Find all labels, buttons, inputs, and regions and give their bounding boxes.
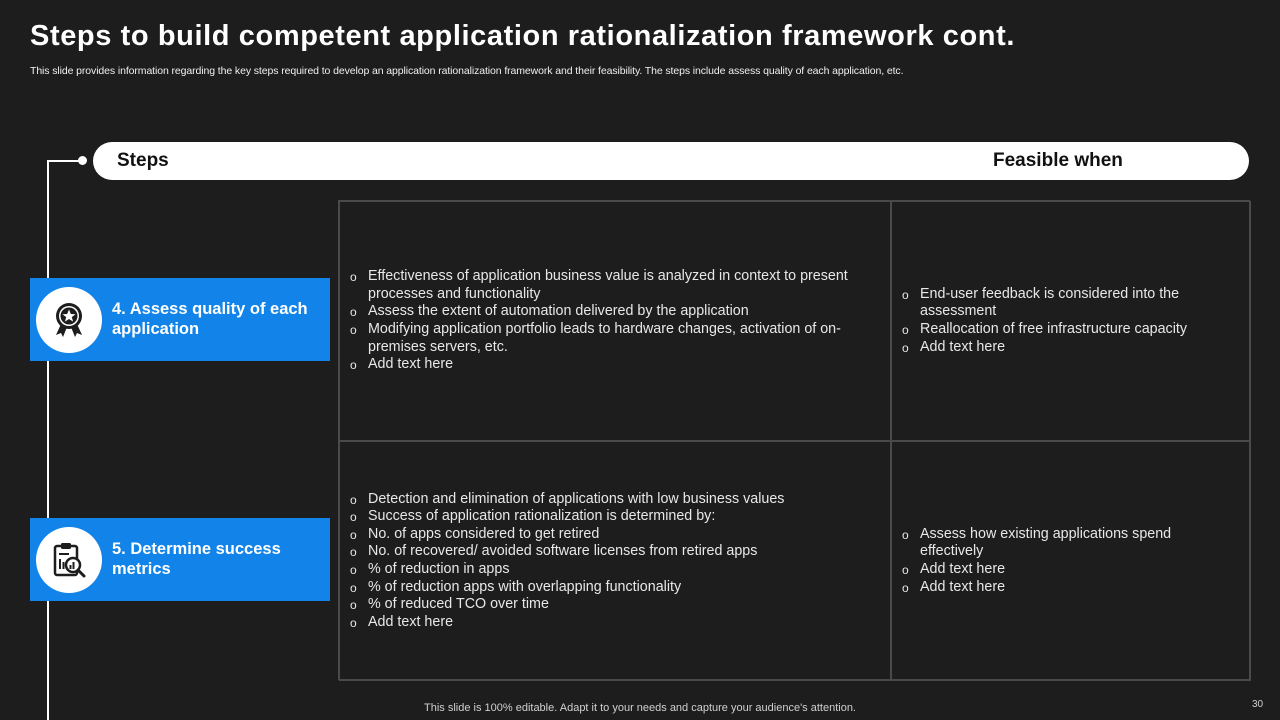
step-4-details-cell [339,201,891,441]
step-4-details-list [350,268,870,374]
step-4-feasible-list [902,286,1230,356]
steps-table [338,200,1250,680]
award-badge-icon [36,287,102,353]
list-item: o End-user feedback is considered into the assessment [902,285,1180,320]
list-item: o No. of apps considered to get retired [350,525,600,542]
list-item: o Effectiveness of application business value is analyzed in context to present processes and functionality [350,268,848,302]
list-item: o No. of recovered/ avoided software licenses from retired apps [350,543,758,560]
table-header-pill [93,142,1249,180]
list-item: o % of reduced TCO over time [350,596,549,613]
clipboard-chart-search-icon [36,527,102,593]
timeline-vertical-line [47,160,49,720]
slide-title: Steps to build competent application rationalization framework cont. [30,20,1016,52]
step-5-label: 5. Determine success metrics [112,540,281,578]
list-item: o Add text here [350,613,454,630]
step-5-feasible-cell [891,441,1251,681]
list-item: o Assess the extent of automation delivered by the application [350,303,749,320]
list-item: o Add text here [902,561,1006,577]
list-item: o % of reduction in apps [350,561,510,577]
list-item: o Success of application rationalization is determined by: [350,508,716,525]
step-5-details-cell [339,441,891,681]
step-4-label: 4. Assess quality of each application [112,300,308,338]
timeline-connector [47,160,81,162]
list-item: o Add text here [350,356,454,373]
list-item: o % of reduction apps with overlapping functionality [350,578,682,595]
slide-subtitle: This slide provides information regarding the key steps required to develop an application rationalization framework and their feasibility. The steps include assess quality of each application, etc. [30,65,904,77]
step-5-details-list [350,491,784,632]
step-4-feasible-cell [891,201,1251,441]
header-steps-label: Steps [117,150,169,171]
list-item: o Add text here [902,578,1006,595]
slide-footer: This slide is 100% editable. Adapt it to your needs and capture your audience's attention. [424,702,856,714]
list-item: o Reallocation of free infrastructure capacity [902,321,1188,337]
list-item: o Assess how existing applications spend effectively [902,525,1172,560]
list-item: o Modifying application portfolio leads to hardware changes, activation of on-premises servers, etc. [350,321,841,355]
step-4-box [30,278,330,361]
list-item: o Detection and elimination of applications with low business values [350,490,785,507]
header-feasible-label: Feasible when [993,150,1123,171]
timeline-dot [78,156,87,165]
page-number: 30 [1252,699,1264,710]
step-5-feasible-list [902,526,1230,596]
list-item: o Add text here [902,338,1006,355]
step-5-box [30,518,330,601]
